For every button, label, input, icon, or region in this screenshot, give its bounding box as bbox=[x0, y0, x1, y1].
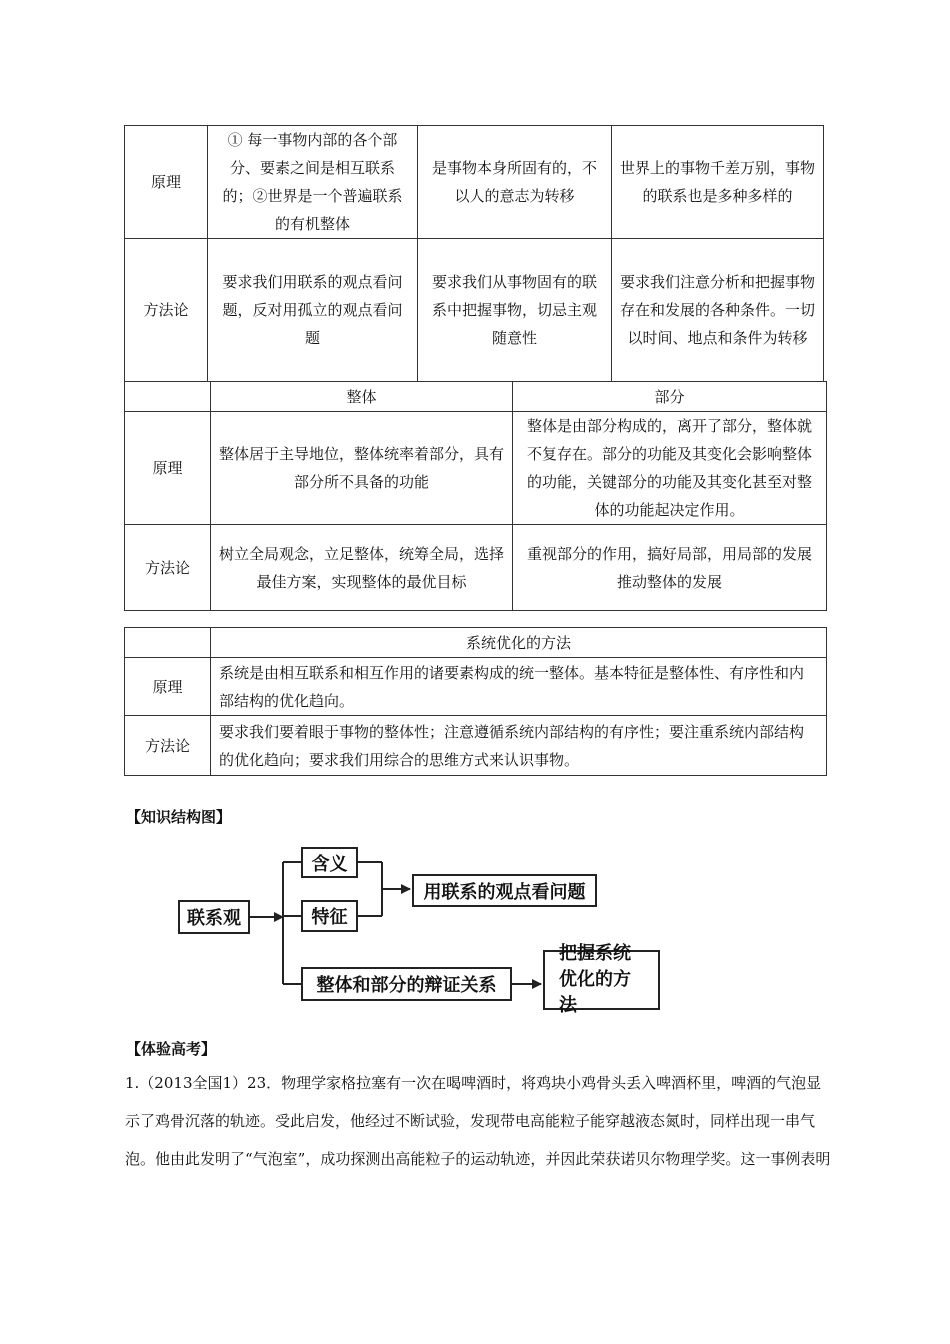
table-cell: 要求我们从事物固有的联系中把握事物，切忌主观随意性 bbox=[418, 239, 612, 382]
row-label: 方法论 bbox=[125, 716, 211, 776]
diagram-node-view: 用联系的观点看问题 bbox=[412, 874, 597, 907]
table-cell: 要求我们注意分析和把握事物存在和发展的各种条件。一切以时间、地点和条件为转移 bbox=[612, 239, 824, 382]
table-cell: 要求我们要着眼于事物的整体性；注意遵循系统内部结构的有序性；要注重系统内部结构的优化趋向；要求我们用综合的思维方式来认识事物。 bbox=[211, 716, 827, 776]
diagram-node-whole-part: 整体和部分的辩证关系 bbox=[301, 967, 512, 1001]
diagram-node-feature: 特征 bbox=[301, 900, 358, 932]
table-cell: 整体是由部分构成的，离开了部分，整体就不复存在。部分的功能及其变化会影响整体的功能，关键部分的功能及其变化甚至对整体的功能起决定作用。 bbox=[513, 412, 827, 525]
row-label: 原理 bbox=[125, 658, 211, 716]
column-header: 系统优化的方法 bbox=[211, 628, 827, 658]
table-cell: 世界上的事物千差万别，事物的联系也是多种多样的 bbox=[612, 126, 824, 239]
row-label: 方法论 bbox=[125, 239, 208, 382]
table-cell: 系统是由相互联系和相互作用的诸要素构成的统一整体。基本特征是整体性、有序性和内部结构的优化趋向。 bbox=[211, 658, 827, 716]
section-title-exam: 【体验高考】 bbox=[126, 1040, 217, 1058]
row-label: 方法论 bbox=[125, 525, 211, 611]
column-header: 部分 bbox=[513, 382, 827, 412]
column-header: 整体 bbox=[211, 382, 513, 412]
diagram-node-root: 联系观 bbox=[178, 900, 250, 934]
table-cell: 整体居于主导地位，整体统率着部分，具有部分所不具备的功能 bbox=[211, 412, 513, 525]
row-label: 原理 bbox=[125, 126, 208, 239]
table-cell: ① 每一事物内部的各个部分、要素之间是相互联系的；②世界是一个普遍联系的有机整体 bbox=[208, 126, 418, 239]
row-label: 原理 bbox=[125, 412, 211, 525]
table-cell: 是事物本身所固有的，不以人的意志为转移 bbox=[418, 126, 612, 239]
diagram-node-system: 把握系统优化的方法 bbox=[543, 950, 660, 1010]
diagram-node-meaning: 含义 bbox=[301, 847, 358, 878]
table-cell: 要求我们用联系的观点看问题，反对用孤立的观点看问题 bbox=[208, 239, 418, 382]
table-cell: 重视部分的作用，搞好局部，用局部的发展推动整体的发展 bbox=[513, 525, 827, 611]
exam-question: 1.（2013全国1）23．物理学家格拉塞有一次在喝啤酒时，将鸡块小鸡骨头丢入啤酒杯里，啤酒的气泡显示了鸡骨沉落的轨迹。受此启发，他经过不断试验，发现带电高能粒子能穿越液态氮时，同样出现一串气泡。他由此发明了“气泡室”，成功探测出高能粒子的运动轨迹，并因此荣获诺贝尔物理学奖。这一事例表明 bbox=[125, 1074, 831, 1168]
section-title-diagram: 【知识结构图】 bbox=[126, 808, 232, 826]
table-cell: 树立全局观念，立足整体，统筹全局，选择最佳方案，实现整体的最优目标 bbox=[211, 525, 513, 611]
